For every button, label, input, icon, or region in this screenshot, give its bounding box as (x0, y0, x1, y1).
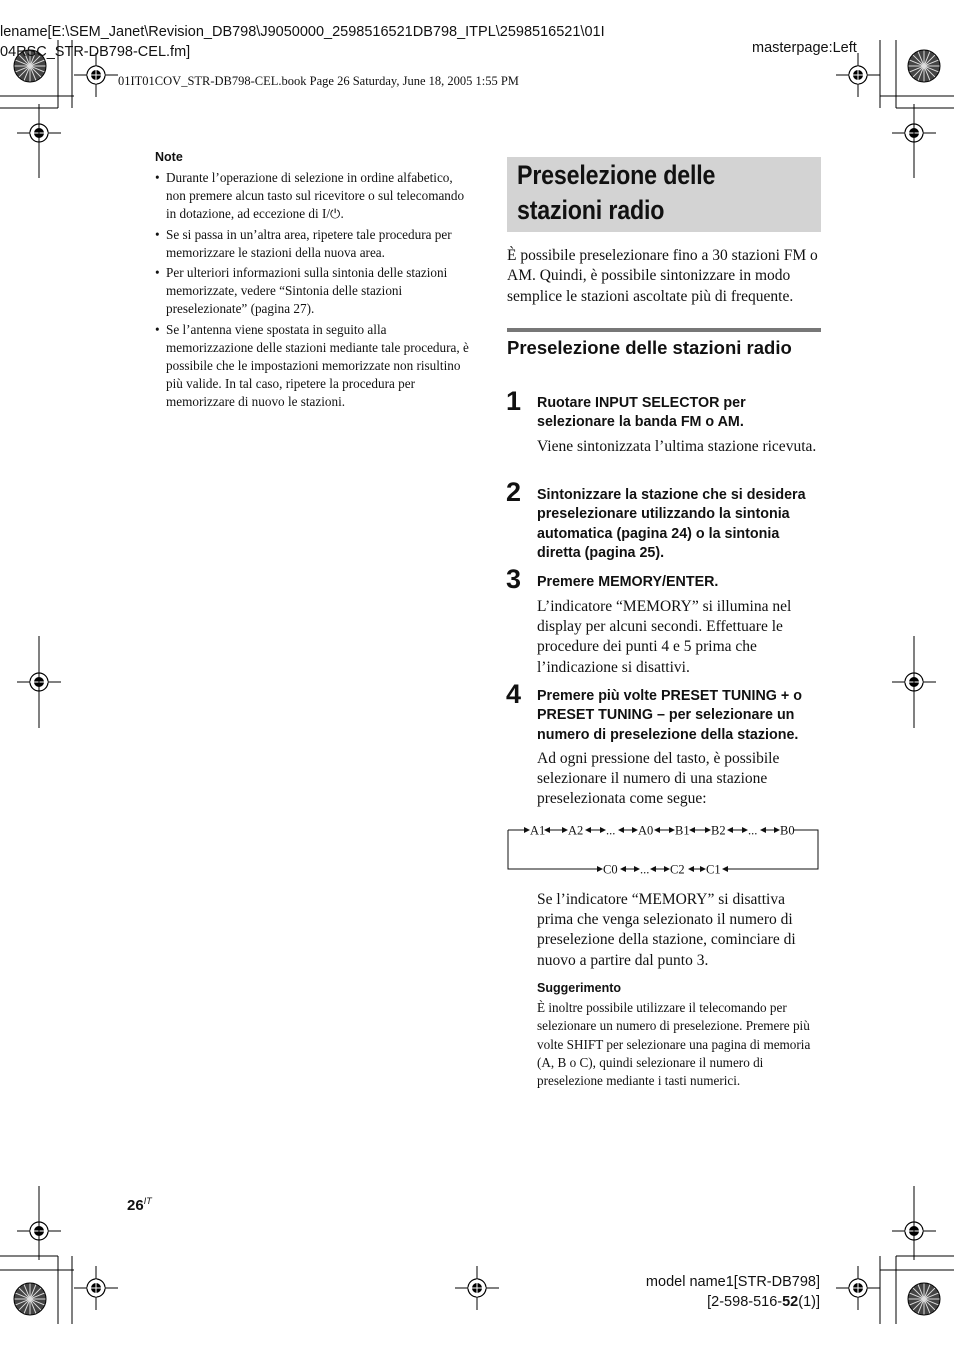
filename-line-1: lename[E:\SEM_Janet\Revision_DB798\J9050000_2598516521DB798_ITPL\2598516521\01I (0, 24, 605, 40)
notes-list (155, 169, 469, 414)
note-item: • Per ulteriori informazioni sulla sintonia delle stazioni memorizzate, vedere “Sintonia delle stazioni preselezionate” (pagina 27). (155, 264, 469, 319)
preset-label: A2 (568, 823, 584, 838)
note-item: • Se si passa in un’altra area, ripetere tale procedura per memorizzare le stazioni della nuova area. (155, 226, 469, 262)
note-item: • Se l’antenna viene spostata in seguito alla memorizzazione delle stazioni mediante tale procedura, è possibile che le impostazioni memorizzate non risultino più valide. In tal caso, ripetere la procedura per memorizzare di nuovo le stazioni. (155, 321, 469, 412)
tip-title: Suggerimento (537, 981, 622, 995)
page-number-value: 26 (127, 1197, 144, 1214)
section-intro: È possibile preselezionare fino a 30 stazioni FM o AM. Quindi, è possibile sintonizzare in modo semplice le stazioni ascoltate più di frequente. (507, 247, 818, 305)
step-3-instruction: Premere MEMORY/ENTER. (537, 574, 719, 590)
section-title: Preselezione delle stazioni radio (517, 160, 716, 225)
step-1-number: 1 (506, 386, 522, 416)
preset-label: B2 (711, 823, 726, 838)
preset-label: B1 (675, 823, 690, 838)
page-language-suffix: IT (143, 1196, 152, 1206)
step-4-body: Ad ogni pressione del tasto, è possibile selezionare il numero di una stazione preselezionata come segue: (537, 750, 780, 808)
preset-label: ... (640, 862, 650, 876)
preset-label: C0 (603, 862, 618, 876)
masterpage-label: masterpage:Left (752, 40, 857, 56)
step-1-instruction: Ruotare INPUT SELECTOR per selezionare la banda FM o AM. (537, 395, 746, 431)
step-4-instruction: Premere più volte PRESET TUNING + o PRESET TUNING – per selezionare un numero di preselezione della stazione. (537, 688, 802, 743)
book-info-line: 01IT01COV_STR-DB798-CEL.book Page 26 Saturday, June 18, 2005 1:55 PM (118, 74, 519, 88)
preset-cycle-diagram (505, 820, 823, 876)
filename-line-2: 04RSC_STR-DB798-CEL.fm] (0, 44, 191, 60)
filename-header (0, 22, 605, 62)
step-2-number: 2 (506, 477, 522, 507)
note-item: • Durante l’operazione di selezione in ordine alfabetico, non premere alcun tasto sul ricevitore o sul telecomando in dotazione, ad eccezione di I/⏻. (155, 169, 469, 224)
notes-title: Note (155, 150, 183, 164)
preset-label: C2 (670, 862, 685, 876)
page-number (127, 1196, 152, 1214)
preset-label: A1 (530, 823, 546, 838)
preset-label: ... (748, 823, 758, 838)
model-code-bold: 52 (782, 1294, 799, 1310)
model-code-suffix: (1)] (798, 1294, 820, 1310)
model-code-line (580, 1292, 820, 1312)
preset-label: A0 (638, 823, 654, 838)
step-3-number: 3 (506, 564, 522, 594)
subsection-rule (507, 328, 821, 332)
step-1-body: Viene sintonizzata l’ultima stazione ricevuta. (537, 438, 817, 455)
preset-label: B0 (780, 823, 795, 838)
step-4-number: 4 (506, 679, 522, 709)
preset-label: ... (606, 823, 616, 838)
tip-text: È inoltre possibile utilizzare il telecomando per selezionare un numero di preselezione. Premere più volte SHIFT per selezionare una pagina di memoria (A, B o C), quindi selezionare il numero di preselezione mediante i tasti numerici. (537, 1000, 811, 1089)
model-footer (580, 1272, 820, 1312)
preset-label: C1 (706, 862, 721, 876)
step-3-body: L’indicatore “MEMORY” si illumina nel display per alcuni secondi. Effettuare le procedure dei punti 4 e 5 prima che l’indicazione si disattivi. (537, 598, 792, 676)
model-name-line: model name1[STR-DB798] (645, 1274, 820, 1290)
model-code-prefix: [2-598-516- (707, 1294, 783, 1310)
step-4-followup: Se l’indicatore “MEMORY” si disattiva prima che venga selezionato il numero di preselezione della stazione, cominciare di nuovo a partire dal punto 3. (537, 891, 796, 969)
subsection-title: Preselezione delle stazioni radio (507, 337, 792, 358)
step-2-instruction: Sintonizzare la stazione che si desidera preselezionare utilizzando la sintonia automatica (pagina 24) o la sintonia diretta (pagina 25). (537, 487, 806, 562)
